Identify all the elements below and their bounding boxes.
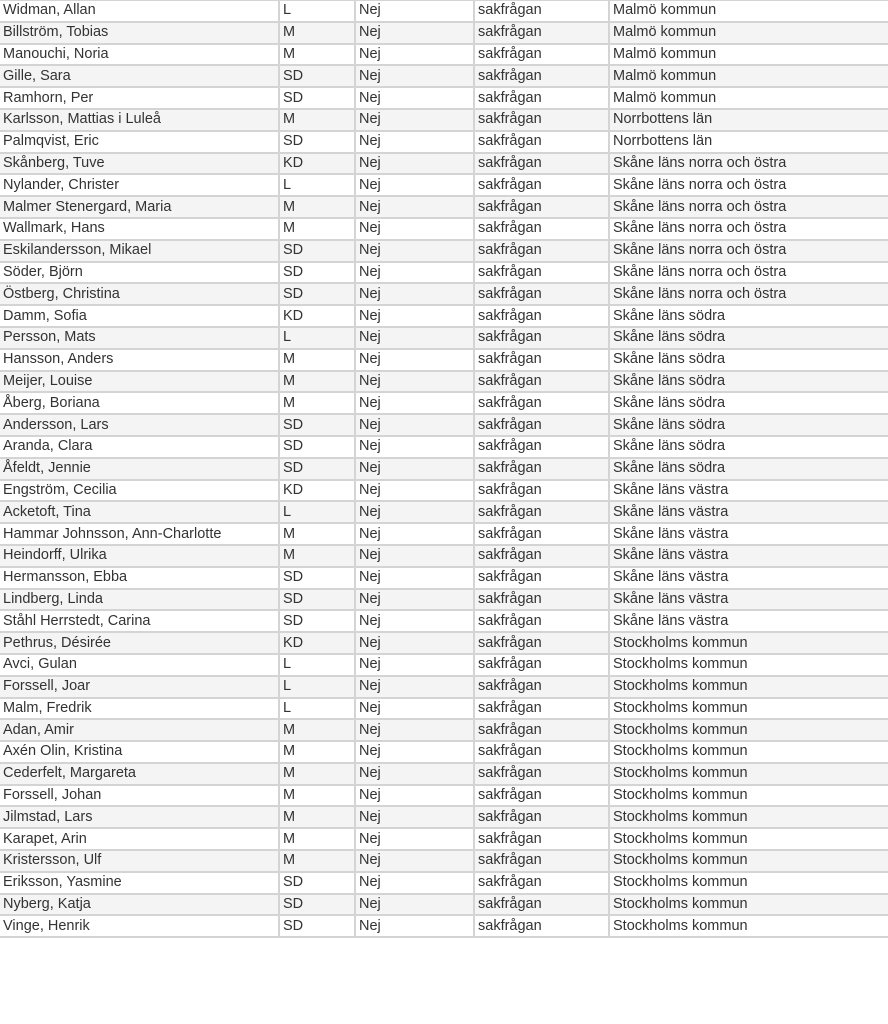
vote-cell: Nej	[355, 567, 474, 589]
constituency-cell: Norrbottens län	[609, 131, 888, 153]
vote-cell: Nej	[355, 65, 474, 87]
table-row	[0, 44, 888, 66]
member-name-cell: Eskilandersson, Mikael	[0, 240, 279, 262]
absence-reason-cell: sakfrågan	[474, 828, 609, 850]
vote-cell: Nej	[355, 741, 474, 763]
vote-cell: Nej	[355, 371, 474, 393]
party-cell: SD	[279, 65, 355, 87]
party-cell: SD	[279, 87, 355, 109]
table-row	[0, 414, 888, 436]
absence-reason-cell: sakfrågan	[474, 872, 609, 894]
member-name-cell: Nylander, Christer	[0, 174, 279, 196]
vote-cell: Nej	[355, 698, 474, 720]
absence-reason-cell: sakfrågan	[474, 894, 609, 916]
party-cell: M	[279, 371, 355, 393]
vote-cell: Nej	[355, 392, 474, 414]
vote-cell: Nej	[355, 436, 474, 458]
constituency-cell: Stockholms kommun	[609, 719, 888, 741]
table-row	[0, 698, 888, 720]
vote-cell: Nej	[355, 872, 474, 894]
party-cell: M	[279, 392, 355, 414]
party-cell: SD	[279, 872, 355, 894]
table-row	[0, 850, 888, 872]
member-name-cell: Axén Olin, Kristina	[0, 741, 279, 763]
member-name-cell: Damm, Sofia	[0, 305, 279, 327]
party-cell: SD	[279, 240, 355, 262]
member-name-cell: Malmer Stenergard, Maria	[0, 196, 279, 218]
vote-cell: Nej	[355, 523, 474, 545]
constituency-cell: Stockholms kommun	[609, 654, 888, 676]
absence-reason-cell: sakfrågan	[474, 44, 609, 66]
party-cell: M	[279, 22, 355, 44]
vote-cell: Nej	[355, 458, 474, 480]
vote-cell: Nej	[355, 240, 474, 262]
table-row	[0, 349, 888, 371]
constituency-cell: Skåne läns södra	[609, 436, 888, 458]
member-name-cell: Cederfelt, Margareta	[0, 763, 279, 785]
party-cell: M	[279, 850, 355, 872]
table-row	[0, 523, 888, 545]
constituency-cell: Skåne läns södra	[609, 327, 888, 349]
vote-cell: Nej	[355, 196, 474, 218]
absence-reason-cell: sakfrågan	[474, 240, 609, 262]
member-name-cell: Östberg, Christina	[0, 283, 279, 305]
party-cell: SD	[279, 589, 355, 611]
member-name-cell: Heindorff, Ulrika	[0, 545, 279, 567]
table-row	[0, 763, 888, 785]
constituency-cell: Stockholms kommun	[609, 632, 888, 654]
absence-reason-cell: sakfrågan	[474, 392, 609, 414]
constituency-cell: Skåne läns norra och östra	[609, 153, 888, 175]
table-row	[0, 65, 888, 87]
vote-cell: Nej	[355, 545, 474, 567]
absence-reason-cell: sakfrågan	[474, 283, 609, 305]
member-name-cell: Skånberg, Tuve	[0, 153, 279, 175]
party-cell: SD	[279, 283, 355, 305]
absence-reason-cell: sakfrågan	[474, 109, 609, 131]
table-row	[0, 632, 888, 654]
member-name-cell: Engström, Cecilia	[0, 480, 279, 502]
member-name-cell: Kristersson, Ulf	[0, 850, 279, 872]
party-cell: M	[279, 545, 355, 567]
vote-cell: Nej	[355, 87, 474, 109]
table-row	[0, 610, 888, 632]
member-name-cell: Vinge, Henrik	[0, 915, 279, 937]
member-name-cell: Billström, Tobias	[0, 22, 279, 44]
party-cell: L	[279, 0, 355, 22]
party-cell: M	[279, 806, 355, 828]
absence-reason-cell: sakfrågan	[474, 719, 609, 741]
member-name-cell: Andersson, Lars	[0, 414, 279, 436]
table-row	[0, 894, 888, 916]
absence-reason-cell: sakfrågan	[474, 371, 609, 393]
party-cell: SD	[279, 131, 355, 153]
absence-reason-cell: sakfrågan	[474, 610, 609, 632]
constituency-cell: Stockholms kommun	[609, 676, 888, 698]
vote-cell: Nej	[355, 894, 474, 916]
constituency-cell: Skåne läns västra	[609, 545, 888, 567]
absence-reason-cell: sakfrågan	[474, 480, 609, 502]
table-row	[0, 785, 888, 807]
table-row	[0, 806, 888, 828]
constituency-cell: Skåne läns västra	[609, 501, 888, 523]
vote-cell: Nej	[355, 0, 474, 22]
member-name-cell: Acketoft, Tina	[0, 501, 279, 523]
vote-cell: Nej	[355, 22, 474, 44]
constituency-cell: Stockholms kommun	[609, 785, 888, 807]
absence-reason-cell: sakfrågan	[474, 153, 609, 175]
table-row	[0, 458, 888, 480]
member-name-cell: Aranda, Clara	[0, 436, 279, 458]
member-name-cell: Söder, Björn	[0, 262, 279, 284]
constituency-cell: Norrbottens län	[609, 109, 888, 131]
member-name-cell: Lindberg, Linda	[0, 589, 279, 611]
constituency-cell: Stockholms kommun	[609, 894, 888, 916]
party-cell: M	[279, 719, 355, 741]
party-cell: SD	[279, 414, 355, 436]
constituency-cell: Skåne läns norra och östra	[609, 174, 888, 196]
member-name-cell: Hansson, Anders	[0, 349, 279, 371]
party-cell: SD	[279, 894, 355, 916]
vote-cell: Nej	[355, 632, 474, 654]
member-name-cell: Forssell, Joar	[0, 676, 279, 698]
member-name-cell: Pethrus, Désirée	[0, 632, 279, 654]
member-name-cell: Persson, Mats	[0, 327, 279, 349]
constituency-cell: Skåne läns södra	[609, 349, 888, 371]
member-name-cell: Nyberg, Katja	[0, 894, 279, 916]
absence-reason-cell: sakfrågan	[474, 262, 609, 284]
table-row	[0, 371, 888, 393]
absence-reason-cell: sakfrågan	[474, 218, 609, 240]
member-name-cell: Malm, Fredrik	[0, 698, 279, 720]
vote-cell: Nej	[355, 349, 474, 371]
member-name-cell: Adan, Amir	[0, 719, 279, 741]
party-cell: SD	[279, 567, 355, 589]
constituency-cell: Skåne läns västra	[609, 480, 888, 502]
constituency-cell: Stockholms kommun	[609, 741, 888, 763]
table-row	[0, 436, 888, 458]
table-row	[0, 87, 888, 109]
absence-reason-cell: sakfrågan	[474, 349, 609, 371]
party-cell: L	[279, 654, 355, 676]
absence-reason-cell: sakfrågan	[474, 501, 609, 523]
member-name-cell: Karapet, Arin	[0, 828, 279, 850]
table-row	[0, 218, 888, 240]
member-name-cell: Ståhl Herrstedt, Carina	[0, 610, 279, 632]
table-row	[0, 196, 888, 218]
absence-reason-cell: sakfrågan	[474, 414, 609, 436]
member-name-cell: Karlsson, Mattias i Luleå	[0, 109, 279, 131]
constituency-cell: Malmö kommun	[609, 87, 888, 109]
member-name-cell: Meijer, Louise	[0, 371, 279, 393]
member-name-cell: Hermansson, Ebba	[0, 567, 279, 589]
table-row	[0, 501, 888, 523]
absence-reason-cell: sakfrågan	[474, 196, 609, 218]
table-row	[0, 654, 888, 676]
vote-cell: Nej	[355, 480, 474, 502]
table-row	[0, 719, 888, 741]
constituency-cell: Skåne läns södra	[609, 458, 888, 480]
constituency-cell: Skåne läns norra och östra	[609, 240, 888, 262]
party-cell: L	[279, 676, 355, 698]
constituency-cell: Stockholms kommun	[609, 763, 888, 785]
constituency-cell: Skåne läns norra och östra	[609, 262, 888, 284]
table-row	[0, 828, 888, 850]
constituency-cell: Skåne läns västra	[609, 523, 888, 545]
party-cell: L	[279, 327, 355, 349]
absence-reason-cell: sakfrågan	[474, 806, 609, 828]
absence-reason-cell: sakfrågan	[474, 654, 609, 676]
absence-reason-cell: sakfrågan	[474, 174, 609, 196]
table-row	[0, 240, 888, 262]
absence-reason-cell: sakfrågan	[474, 741, 609, 763]
vote-cell: Nej	[355, 305, 474, 327]
vote-cell: Nej	[355, 501, 474, 523]
constituency-cell: Malmö kommun	[609, 0, 888, 22]
table-row	[0, 262, 888, 284]
absence-reason-cell: sakfrågan	[474, 915, 609, 937]
vote-cell: Nej	[355, 719, 474, 741]
table-row	[0, 915, 888, 937]
table-row	[0, 589, 888, 611]
constituency-cell: Malmö kommun	[609, 65, 888, 87]
constituency-cell: Skåne läns västra	[609, 610, 888, 632]
party-cell: M	[279, 741, 355, 763]
constituency-cell: Skåne läns södra	[609, 305, 888, 327]
party-cell: M	[279, 523, 355, 545]
party-cell: SD	[279, 262, 355, 284]
table-row	[0, 567, 888, 589]
absence-reason-cell: sakfrågan	[474, 436, 609, 458]
vote-cell: Nej	[355, 806, 474, 828]
constituency-cell: Skåne läns södra	[609, 414, 888, 436]
vote-cell: Nej	[355, 828, 474, 850]
constituency-cell: Malmö kommun	[609, 44, 888, 66]
table-row	[0, 741, 888, 763]
constituency-cell: Stockholms kommun	[609, 850, 888, 872]
vote-cell: Nej	[355, 676, 474, 698]
vote-cell: Nej	[355, 589, 474, 611]
absence-reason-cell: sakfrågan	[474, 22, 609, 44]
table-row	[0, 392, 888, 414]
table-row	[0, 327, 888, 349]
member-name-cell: Palmqvist, Eric	[0, 131, 279, 153]
party-cell: L	[279, 174, 355, 196]
table-row	[0, 305, 888, 327]
constituency-cell: Skåne läns södra	[609, 392, 888, 414]
absence-reason-cell: sakfrågan	[474, 589, 609, 611]
constituency-cell: Skåne läns södra	[609, 371, 888, 393]
constituency-cell: Stockholms kommun	[609, 872, 888, 894]
constituency-cell: Stockholms kommun	[609, 915, 888, 937]
absence-reason-cell: sakfrågan	[474, 458, 609, 480]
vote-cell: Nej	[355, 785, 474, 807]
party-cell: M	[279, 196, 355, 218]
member-name-cell: Gille, Sara	[0, 65, 279, 87]
absence-reason-cell: sakfrågan	[474, 785, 609, 807]
table-row	[0, 0, 888, 22]
table-row	[0, 545, 888, 567]
party-cell: M	[279, 763, 355, 785]
party-cell: SD	[279, 458, 355, 480]
vote-cell: Nej	[355, 131, 474, 153]
vote-cell: Nej	[355, 414, 474, 436]
party-cell: M	[279, 109, 355, 131]
table-row	[0, 174, 888, 196]
vote-cell: Nej	[355, 915, 474, 937]
party-cell: M	[279, 828, 355, 850]
constituency-cell: Skåne läns norra och östra	[609, 283, 888, 305]
member-name-cell: Åfeldt, Jennie	[0, 458, 279, 480]
party-cell: KD	[279, 480, 355, 502]
constituency-cell: Stockholms kommun	[609, 698, 888, 720]
party-cell: M	[279, 785, 355, 807]
absence-reason-cell: sakfrågan	[474, 698, 609, 720]
vote-cell: Nej	[355, 262, 474, 284]
party-cell: L	[279, 501, 355, 523]
absence-reason-cell: sakfrågan	[474, 763, 609, 785]
constituency-cell: Skåne läns norra och östra	[609, 196, 888, 218]
party-cell: M	[279, 44, 355, 66]
absence-reason-cell: sakfrågan	[474, 632, 609, 654]
member-name-cell: Manouchi, Noria	[0, 44, 279, 66]
party-cell: L	[279, 698, 355, 720]
table-row	[0, 109, 888, 131]
absence-reason-cell: sakfrågan	[474, 131, 609, 153]
absence-reason-cell: sakfrågan	[474, 850, 609, 872]
absence-reason-cell: sakfrågan	[474, 305, 609, 327]
table-row	[0, 153, 888, 175]
party-cell: SD	[279, 436, 355, 458]
member-name-cell: Forssell, Johan	[0, 785, 279, 807]
constituency-cell: Malmö kommun	[609, 22, 888, 44]
absence-reason-cell: sakfrågan	[474, 523, 609, 545]
constituency-cell: Skåne läns norra och östra	[609, 218, 888, 240]
vote-cell: Nej	[355, 44, 474, 66]
party-cell: KD	[279, 153, 355, 175]
member-name-cell: Ramhorn, Per	[0, 87, 279, 109]
member-name-cell: Eriksson, Yasmine	[0, 872, 279, 894]
absence-reason-cell: sakfrågan	[474, 65, 609, 87]
member-name-cell: Hammar Johnsson, Ann-Charlotte	[0, 523, 279, 545]
party-cell: M	[279, 218, 355, 240]
constituency-cell: Skåne läns västra	[609, 567, 888, 589]
party-cell: KD	[279, 632, 355, 654]
vote-cell: Nej	[355, 763, 474, 785]
constituency-cell: Stockholms kommun	[609, 806, 888, 828]
member-name-cell: Åberg, Boriana	[0, 392, 279, 414]
absence-reason-cell: sakfrågan	[474, 545, 609, 567]
member-name-cell: Wallmark, Hans	[0, 218, 279, 240]
absence-reason-cell: sakfrågan	[474, 567, 609, 589]
vote-cell: Nej	[355, 153, 474, 175]
vote-cell: Nej	[355, 327, 474, 349]
party-cell: KD	[279, 305, 355, 327]
constituency-cell: Stockholms kommun	[609, 828, 888, 850]
absence-reason-cell: sakfrågan	[474, 0, 609, 22]
table-row	[0, 283, 888, 305]
member-name-cell: Avci, Gulan	[0, 654, 279, 676]
table-row	[0, 131, 888, 153]
vote-cell: Nej	[355, 109, 474, 131]
table-row	[0, 872, 888, 894]
member-name-cell: Jilmstad, Lars	[0, 806, 279, 828]
party-cell: M	[279, 349, 355, 371]
vote-cell: Nej	[355, 610, 474, 632]
vote-cell: Nej	[355, 850, 474, 872]
vote-cell: Nej	[355, 283, 474, 305]
absence-reason-cell: sakfrågan	[474, 87, 609, 109]
member-name-cell: Widman, Allan	[0, 0, 279, 22]
vote-cell: Nej	[355, 174, 474, 196]
table-row	[0, 22, 888, 44]
party-cell: SD	[279, 915, 355, 937]
absence-reason-cell: sakfrågan	[474, 676, 609, 698]
vote-cell: Nej	[355, 654, 474, 676]
constituency-cell: Skåne läns västra	[609, 589, 888, 611]
party-cell: SD	[279, 610, 355, 632]
absence-reason-cell: sakfrågan	[474, 327, 609, 349]
vote-cell: Nej	[355, 218, 474, 240]
table-row	[0, 676, 888, 698]
table-row	[0, 480, 888, 502]
